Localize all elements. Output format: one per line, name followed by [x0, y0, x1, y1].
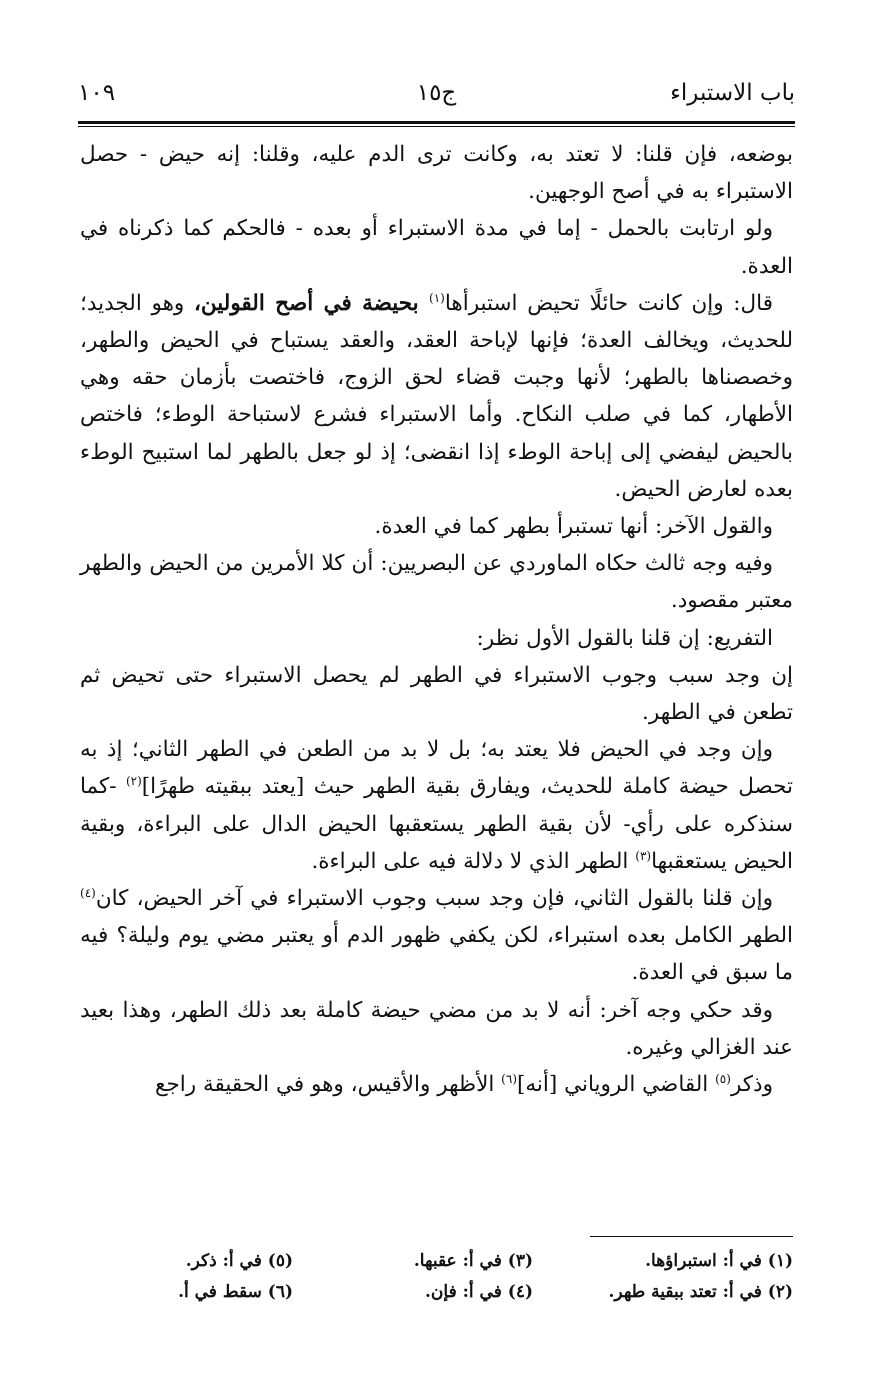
header-rule-thin: [78, 126, 795, 127]
footnote-number: (٤): [507, 1282, 533, 1302]
paragraph: بوضعه، فإن قلنا: لا تعتد به، وكانت ترى الدم عليه، وقلنا: إنه حيض - حصل الاستبراء به في أصح الوجهين.: [80, 142, 793, 205]
footnote: [313, 1277, 533, 1308]
text-run: وهو الجديد؛ للحديث، ويخالف العدة؛ فإنها لإباحة العقد، والعقد يستباح في الحيض والطهر، وخصصناها بالطهر؛ لأنها وجبت قضاء لحق الزوج، فاختصت بأزمان حقه وهي الأطهار، كما في صلب النكاح. وأما الاستبراء فشرع لاستباحة الوطء؛ فاختص بالحيض ليفضي إلى إباحة الوطء إذا انقضى؛ إذ لو جعل بالطهر لما استبيح الوطء بعده لعارض الحيض.: [80, 290, 793, 502]
footnote-number: (٦): [267, 1282, 293, 1302]
footnote-marker: (٢): [125, 774, 142, 789]
page-header: [78, 78, 795, 118]
chapter-title: باب الاستبراء: [670, 80, 795, 106]
footnote-text: سقط في أ.: [178, 1282, 262, 1302]
footnote-marker: (٣): [635, 848, 652, 863]
text-run: وإن قلنا بالقول الثاني، فإن وجد سبب وجوب الاستبراء في آخر الحيض، كان: [95, 886, 773, 912]
paragraph: [80, 1066, 793, 1103]
main-text: [80, 136, 793, 1103]
paragraph: [80, 285, 793, 508]
footnote-marker: (٤): [80, 885, 96, 900]
footnote: [573, 1246, 793, 1277]
footnote-marker: (٥): [715, 1071, 731, 1086]
text-run: الطهر الذي لا دلالة فيه على البراءة.: [311, 848, 636, 874]
text-run: وإن وجد في الحيض فلا يعتد به؛ بل لا بد من الطعن في الطهر الثاني؛ إذ به تحصل حيضة كاملة للحديث، ويفارق بقية الطهر حيث [يعتد ببقيته طهرًا]: [80, 737, 793, 800]
paragraph: ولو ارتابت بالحمل - إما في مدة الاستبراء أو بعده - فالحكم كما ذكرناه في العدة.: [80, 216, 793, 279]
footnote-number: (١): [767, 1251, 793, 1271]
footnote-text: في أ: فإن.: [425, 1282, 502, 1302]
text-run: -كما سنذكره على رأي- لأن بقية الطهر يستعقبها الحيض الدال على البراءة، وبقية الحيض يستعقبها: [80, 774, 793, 874]
paragraph: إن وجد سبب وجوب الاستبراء في الطهر لم يحصل الاستبراء حتى تحيض ثم تطعن في الطهر.: [80, 662, 793, 726]
header-rule-thick: [78, 121, 795, 124]
text-run: قال: وإن كانت حائلًا تحيض استبرأها: [444, 290, 773, 316]
footnote: [73, 1246, 293, 1277]
paragraph: [80, 731, 793, 880]
footnote-column: [573, 1246, 793, 1308]
footnote-text: في أ: ذكر.: [185, 1251, 262, 1271]
footnote-number: (٣): [507, 1251, 533, 1271]
text-run: وذكر: [730, 1072, 773, 1098]
footnote: [573, 1277, 793, 1308]
footnote-marker: (١): [429, 290, 445, 305]
paragraph: وقد حكي وجه آخر: أنه لا بد من مضي حيضة كاملة بعد ذلك الطهر، وهذا بعيد عند الغزالي وغيره.: [80, 997, 793, 1060]
text-run: الطهر الكامل بعده استبراء، لكن يكفي ظهور الدم أو يعتبر مضي يوم وليلة؟ فيه ما سبق في العدة.: [80, 923, 793, 986]
footnote-text: في أ: تعتد ببقية طهر.: [608, 1282, 762, 1302]
footnote-column: [313, 1246, 533, 1308]
footnote-number: (٢): [767, 1282, 793, 1302]
footnote: [313, 1246, 533, 1277]
footnote-marker: (٦): [501, 1071, 517, 1086]
text-run: الأظهر والأقيس، وهو في الحقيقة راجع: [155, 1072, 502, 1098]
footnote-column: [73, 1246, 293, 1308]
footnote-text: في أ: عقبها.: [413, 1251, 502, 1271]
paragraph: والقول الآخر: أنها تستبرأ بطهر كما في العدة.: [374, 514, 773, 540]
volume-label: ج١٥: [416, 80, 457, 106]
paragraph: وفيه وجه ثالث حكاه الماوردي عن البصريين: أن كلا الأمرين من الحيض والطهر معتبر مقصود.: [80, 551, 793, 614]
footnote-number: (٥): [267, 1251, 293, 1271]
footnote-separator: [590, 1236, 793, 1237]
paragraph: التفريع: إن قلنا بالقول الأول نظر:: [476, 625, 773, 651]
text-run: القاضي الروياني [أنه]: [517, 1072, 716, 1098]
paragraph: [80, 880, 793, 992]
bold-text-run: بحيضة في أصح القولين،: [193, 290, 429, 316]
page-number: ١٠٩: [78, 80, 116, 106]
footnote-text: في أ: استبراؤها.: [645, 1251, 762, 1271]
footnote: [73, 1277, 293, 1308]
